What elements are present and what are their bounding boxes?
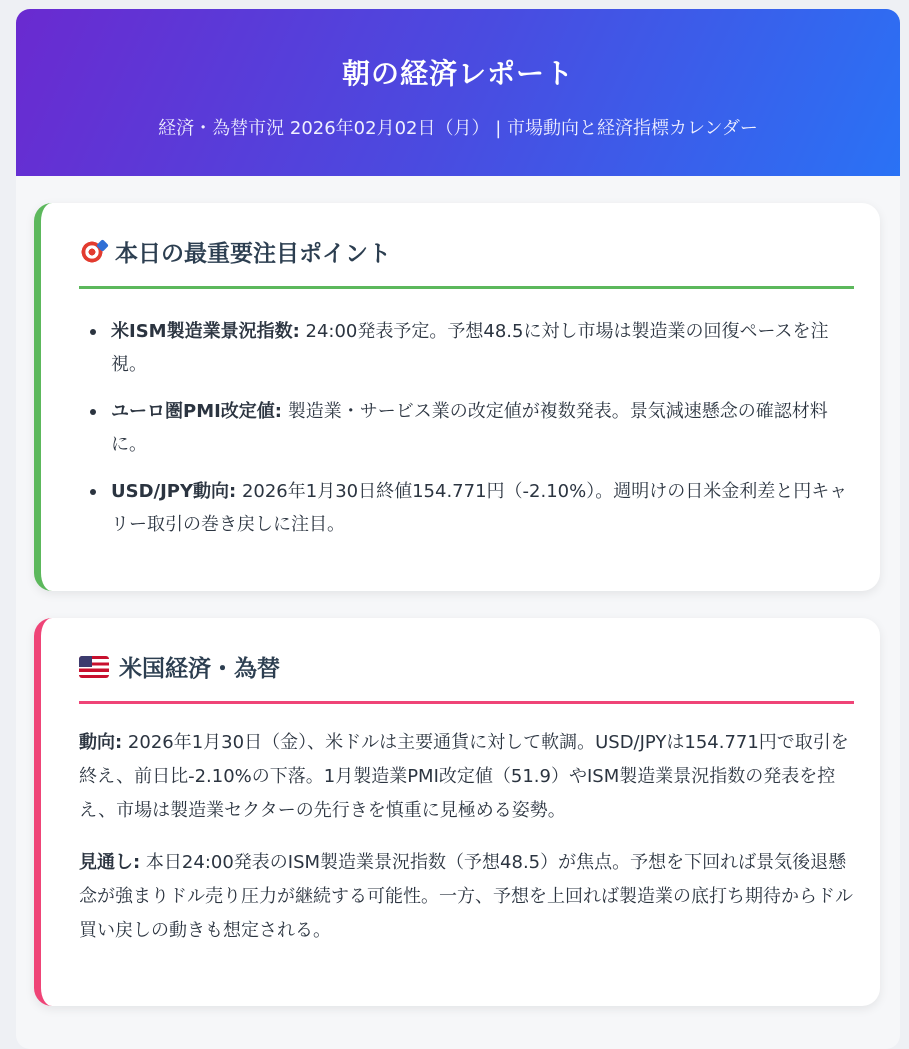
- us-flag-icon: [79, 656, 109, 678]
- point-label: USD/JPY動向:: [111, 481, 237, 502]
- point-text: 製造業・サービス業の改定値が複数発表。景気減速懸念の確認材料に。: [111, 401, 828, 455]
- list-item: [79, 395, 854, 461]
- us-economy-card: [34, 618, 880, 1006]
- page-subtitle: 経済・為替市況 2026年02月02日（月） | 市場動向と経済指標カレンダー: [158, 118, 758, 139]
- outlook-paragraph: [79, 846, 854, 948]
- report-container: [16, 9, 900, 1049]
- page-title: 朝の経済レポート: [341, 57, 574, 90]
- us-economy-title: 米国経済・為替: [119, 656, 280, 682]
- list-item: [79, 475, 854, 541]
- outlook-label: 見通し:: [79, 852, 141, 873]
- report-header: [16, 9, 900, 176]
- outlook-text: 本日24:00発表のISM製造業景況指数（予想48.5）が焦点。予想を下回れば景気後退懸念が強まりドル売り圧力が継続する可能性。一方、予想を上回れば製造業の底打ち期待からドル買い戻しの動きも想定される。: [79, 852, 853, 941]
- point-label: ユーロ圏PMI改定値:: [111, 401, 282, 422]
- point-label: 米ISM製造業景況指数:: [111, 321, 300, 342]
- us-economy-heading: [79, 650, 854, 704]
- point-text: 24:00発表予定。予想48.5に対し市場は製造業の回復ペースを注視。: [111, 321, 829, 375]
- trend-text: 2026年1月30日（金）、米ドルは主要通貨に対して軟調。USD/JPYは154.771円で取引を終え、前日比-2.10%の下落。1月製造業PMI改定値（51.9）やISM製造業景況指数の発表を控え、市場は製造業セクターの先行きを慎重に見極める姿勢。: [79, 732, 849, 821]
- focus-points-list: [79, 315, 854, 541]
- list-item: [79, 315, 854, 381]
- focus-points-card: [34, 203, 880, 591]
- trend-label: 動向:: [79, 732, 123, 753]
- focus-points-heading: [79, 235, 854, 289]
- target-icon: [79, 239, 105, 265]
- trend-paragraph: [79, 726, 854, 828]
- point-text: 2026年1月30日終値154.771円（-2.10%）。週明けの日米金利差と円キャリー取引の巻き戻しに注目。: [111, 481, 848, 535]
- focus-points-title: 本日の最重要注目ポイント: [115, 241, 391, 267]
